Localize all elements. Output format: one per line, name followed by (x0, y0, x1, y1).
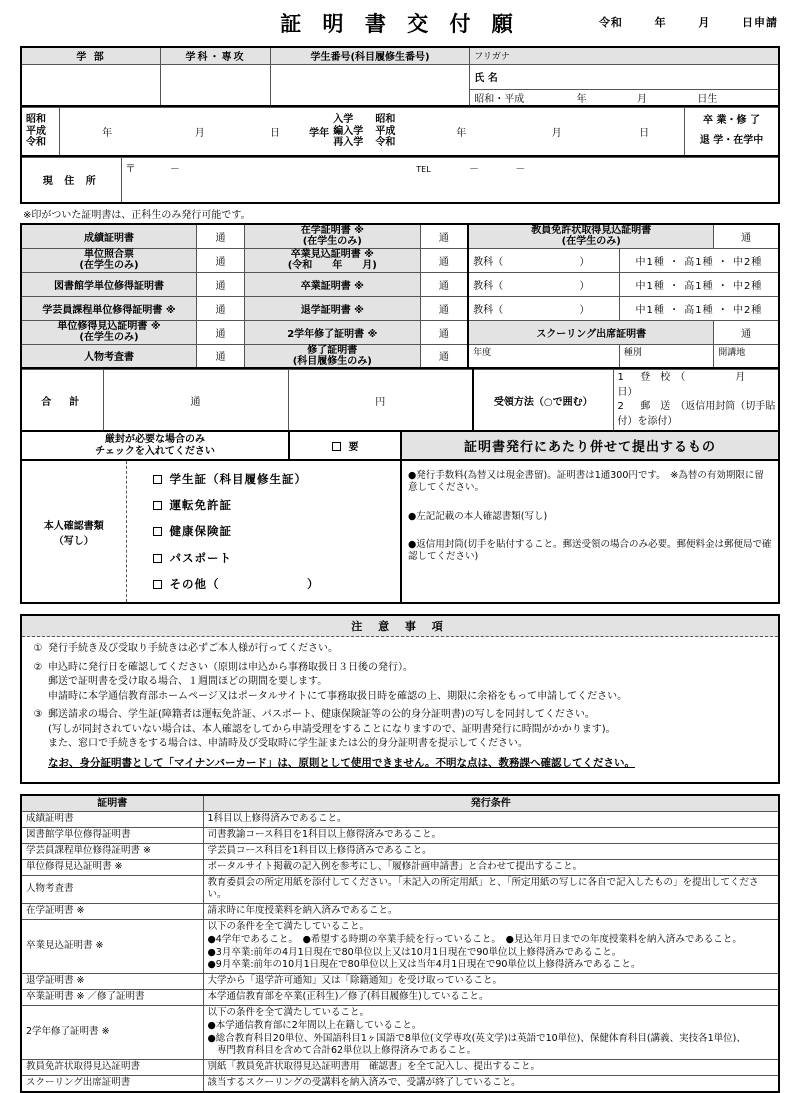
cert-taigaku-unit[interactable]: 通 (420, 296, 468, 320)
sealed-label: 厳封が必要な場合のみ チェックを入れてください (95, 434, 215, 457)
sealed-submit-header-row (21, 432, 779, 460)
cond-text-sotsugyo-mikomi: 以下の条件を全て満たしていること。 ●4学年であること。 ●希望する時期の卒業手続を行っていること。 ●見込年月日までの年度授業料を納入済みであること。 ●3月卒業:前年の4月1日現在で80単位以上又は10月1日現在で90単位以上修得済みであること。 ●9月卒業:前年の10月1日現在で80単位以上又は当年4月1日現在で90単位以上修得済みであること。 (203, 920, 779, 974)
postal-mark: 〒 (125, 163, 136, 175)
tel-dash-1: － (469, 163, 480, 175)
cert-sotsugyo-unit[interactable]: 通 (420, 272, 468, 296)
checkbox-drivers-license[interactable] (153, 501, 162, 510)
id-documents-table (20, 461, 780, 604)
applicant-input-row (21, 64, 779, 89)
sealed-check-label-cell (21, 432, 289, 460)
cond-name-seiseki: 成績証明書 (21, 812, 203, 828)
address-input[interactable] (121, 157, 779, 203)
status-withdrawn[interactable]: 退 学・在学中 (699, 135, 764, 147)
cert-row-4 (21, 296, 779, 320)
grade-label: 学年 (305, 108, 333, 156)
id-doc-item-other[interactable]: その他（ ） (153, 571, 401, 597)
conditions-col-cert: 証明書 (21, 795, 203, 812)
entry-hennyugaku: 編入学 (333, 125, 364, 137)
cert-row-1 (21, 224, 779, 248)
id-doc-item-health-insurance[interactable]: 健康保険証 (153, 518, 401, 544)
birth-day-label: 日生 (697, 93, 718, 105)
grad-day-field[interactable]: 日 (245, 108, 305, 156)
postal-dash: － (169, 163, 180, 175)
birth-era-label: 昭和・平成 (474, 93, 525, 105)
department-input[interactable] (161, 64, 271, 106)
cert-jinbutsu-label: 人物考査書 (21, 344, 196, 368)
condition-row (21, 1060, 779, 1076)
birth-era-stack (21, 108, 59, 156)
cond-text-2nen: 以下の条件を全て満たしていること。 ●本学通信教育部に2年間以上在籍していること。 ●総合教育科目20単位、外国語科目1ヶ国語で8単位(文学専攻(英文学)は英語で10単位)、保健体育科目(講義、実技各1単位)、 専門教育科目を含めて合計62単位以上修得済みであること。 (203, 1005, 779, 1059)
receipt-option-2[interactable]: 2 郵 送 （返信用封筒（切手貼付）を添付） (617, 401, 776, 427)
cond-text-toshokan: 司書教諭コース科目を1科目以上修得済みであること。 (203, 828, 779, 844)
total-receipt-table (20, 369, 796, 432)
entry-type-stack[interactable] (333, 108, 375, 156)
caution-num-2: ② (33, 661, 43, 673)
submit-item-envelope: ●返信用封筒(切手を貼付すること。郵送受領の場合のみ必要。郵便料金は郵便局で確認してください) (408, 539, 772, 563)
address-label: 現 住 所 (21, 157, 121, 203)
id-docs-label: 本人確認書類 （写し） (21, 461, 126, 603)
entry-era-reiwa: 令和 (375, 136, 396, 148)
cond-name-taigaku: 退学証明書 ※ (21, 974, 203, 990)
submit-items-list (401, 461, 779, 603)
page-title: 証 明 書 交 付 願 (280, 12, 520, 36)
grad-year-field[interactable]: 年 (59, 108, 154, 156)
cert-toshokan-label: 図書館学単位修得証明書 (21, 272, 196, 296)
year-label: 年 (654, 16, 667, 29)
cert-shuryo-label: 修了証明書 (科目履修生のみ) (245, 344, 420, 368)
era-showa: 昭和 (26, 114, 46, 126)
cert-taigaku-label: 退学証明書 ※ (245, 296, 420, 320)
cert-2nen-label: 2学年修了証明書 ※ (245, 320, 420, 344)
caution-footer: なお、身分証明書として「マイナンバーカード」は、原則として使用できません。不明な点は、教務課へ確認してください。 (48, 756, 635, 769)
id-doc-item-student-card[interactable]: 学生証（科目履修生証） (153, 466, 401, 492)
address-table (20, 157, 780, 205)
cert-zaigaku-unit[interactable]: 通 (420, 224, 468, 248)
sealed-checkbox[interactable] (332, 442, 341, 451)
cond-text-tanni-mikomi: ポータルサイト掲載の記入例を参考にし、「履修計画申請書」と合わせて提出すること。 (203, 859, 779, 875)
caution-text-3: 郵送請求の場合、学生証(障籍者は運転免許証、パスポート、健康保険証等の公的身分証明書)の写しを同封してください。 (写しが同封されていない場合は、本人確認をしてから申請受理をすることになりますので、証明書発行に時間がかかります)。 また、窓口で手続きをする場合は、申請時及び受取時に学生証または公的身分証明書を提示してください。 なお、身分証明書として「マイナンバーカード」は、原則として使用できません。不明な点は、教務課へ確認してください。 (48, 708, 772, 771)
cert-tanni-mikomi-unit[interactable]: 通 (196, 320, 244, 344)
cond-name-tanni-mikomi: 単位修得見込証明書 ※ (21, 859, 203, 875)
cert-seiseki-unit[interactable]: 通 (196, 224, 244, 248)
certificate-selection-table (20, 223, 780, 369)
cert-tanikogo-label: 単位照合票 (在学生のみ) (21, 248, 196, 272)
schooling-place-field[interactable]: 開講地 (714, 344, 779, 368)
condition-row (21, 828, 779, 844)
caution-body (22, 637, 778, 782)
birth-month-label: 月 (637, 93, 648, 105)
caution-item-3 (28, 708, 772, 771)
furigana-header: フリガナ (470, 47, 779, 64)
schooling-type-field[interactable]: 種別 (619, 344, 713, 368)
tel-dash-2: － (515, 163, 526, 175)
id-doc-item-passport[interactable]: パスポート (153, 545, 401, 571)
total-amount-field[interactable]: 円 (288, 370, 473, 432)
condition-row (21, 859, 779, 875)
cert-tanikogo-unit[interactable]: 通 (196, 248, 244, 272)
cond-text-seiseki: 1科目以上修得済みであること。 (203, 812, 779, 828)
caution-item-2 (28, 661, 772, 705)
id-documents-row (21, 461, 779, 603)
cond-name-sotsugyo-mikomi: 卒業見込証明書 ※ (21, 920, 203, 974)
id-doc-item-drivers-license[interactable]: 運転免許証 (153, 492, 401, 518)
cert-row-2 (21, 248, 779, 272)
issuance-conditions-table (20, 794, 780, 1093)
license-types-2[interactable]: 中1種 ・ 高1種 ・ 中2種 (619, 272, 779, 296)
condition-row (21, 875, 779, 904)
day-apply-label: 日申請 (742, 16, 778, 29)
student-number-header: 学生番号(科目履修生番号) (270, 47, 469, 64)
sealed-and-submit-table (20, 432, 780, 461)
caution-num-3: ③ (33, 709, 43, 721)
condition-row (21, 920, 779, 974)
checkbox-student-card[interactable] (153, 475, 162, 484)
teacher-subject-2[interactable]: 教科（ ） (468, 272, 619, 296)
conditions-header-row (21, 795, 779, 812)
entry-year-field[interactable]: 年 (414, 108, 509, 156)
name-label: 氏 名 (470, 64, 779, 89)
total-count-field[interactable]: 通 (103, 370, 288, 432)
cond-text-sotsugyo: 本学通信教育部を卒業(正科生)／修了(科目履修生)していること。 (203, 990, 779, 1006)
cond-name-2nen: 2学年修了証明書 ※ (21, 1005, 203, 1059)
cond-name-schooling: スクーリング出席証明書 (21, 1075, 203, 1091)
caution-item-1 (28, 642, 772, 657)
total-row (21, 370, 779, 432)
teacher-subject-3[interactable]: 教科（ ） (468, 296, 619, 320)
era-reiwa: 令和 (26, 136, 46, 148)
cond-name-jinbutsu: 人物考査書 (21, 875, 203, 904)
sealed-checkbox-cell[interactable]: 要 (289, 432, 401, 460)
teacher-cert-unit[interactable]: 通 (714, 224, 779, 248)
condition-row (21, 843, 779, 859)
enrollment-status[interactable] (685, 108, 779, 156)
cert-sotsugyo-mikomi-label: 卒業見込証明書 ※ (令和 年 月) (245, 248, 420, 272)
entry-month-field[interactable]: 月 (509, 108, 604, 156)
faculty-input[interactable] (21, 64, 161, 106)
applicant-header-row (21, 47, 779, 64)
checkbox-health-insurance[interactable] (153, 527, 162, 536)
cert-toshokan-unit[interactable]: 通 (196, 272, 244, 296)
enrollment-date-table (20, 107, 780, 157)
cond-name-toshokan: 図書館学単位修得証明書 (21, 828, 203, 844)
birthdate-field[interactable] (470, 89, 779, 106)
submit-item-fee: ●発行手数料(為替又は現金書留)。証明書は1通300円です。 ※為替の有効期限に留意してください。 (408, 470, 764, 494)
condition-row (21, 904, 779, 920)
enrollment-row (21, 108, 779, 156)
cert-shuryo-unit[interactable]: 通 (420, 344, 468, 368)
schooling-cert-title: スクーリング出席証明書 (468, 320, 714, 344)
cert-row-5 (21, 320, 779, 344)
schooling-year-field[interactable]: 年度 (468, 344, 619, 368)
entry-sainyugaku: 再入学 (333, 136, 364, 148)
checkbox-passport[interactable] (153, 554, 162, 563)
cert-gakugeiin-label: 学芸員課程単位修得証明書 ※ (21, 296, 196, 320)
cond-name-gakugeiin: 学芸員課程単位修得証明書 ※ (21, 843, 203, 859)
condition-row (21, 990, 779, 1006)
submit-item-id-copy: ●左記記載の本人確認書類(写し) (408, 510, 548, 522)
entry-era-showa: 昭和 (375, 114, 396, 126)
cert-2nen-unit[interactable]: 通 (420, 320, 468, 344)
conditions-col-requirement: 発行条件 (203, 795, 779, 812)
cond-text-zaigaku: 請求時に年度授業料を納入済みであること。 (203, 904, 779, 920)
cond-name-kyoin: 教員免許状取得見込証明書 (21, 1060, 203, 1076)
caution-text-2: 申込時に発行日を確認してください（原則は申込から事務取扱日３日後の発行）。 郵送で証明書を受け取る場合、１週間ほどの期間を要します。 申請時に本学通信教育部ホームページ又はポータルサイトにて事務取扱日時を確認の上、期限に余裕をもって申請してください。 (48, 661, 628, 702)
cert-gakugeiin-unit[interactable]: 通 (196, 296, 244, 320)
student-number-input[interactable] (270, 64, 469, 106)
id-docs-checklist (126, 461, 401, 603)
schooling-cert-unit[interactable]: 通 (714, 320, 779, 344)
seika-note: ※印がついた証明書は、正科生のみ発行可能です。 (23, 210, 251, 221)
receipt-option-1[interactable]: 1 登 校 （ 月 日） (617, 372, 796, 398)
submit-section-title: 証明書発行にあたり併せて提出するもの (401, 432, 779, 460)
total-label: 合 計 (21, 370, 103, 432)
condition-row (21, 1075, 779, 1091)
cert-row-3 (21, 272, 779, 296)
cert-zaigaku-label: 在学証明書 ※ (在学生のみ) (245, 224, 420, 248)
cond-text-schooling: 該当するスクーリングの受講料を納入済みで、受講が終了していること。 (203, 1075, 779, 1091)
entry-nyugaku: 入学 (333, 114, 354, 126)
cert-sotsugyo-label: 卒業証明書 ※ (245, 272, 420, 296)
entry-day-field[interactable]: 日 (604, 108, 684, 156)
checkbox-other[interactable] (153, 580, 162, 589)
caution-box (20, 614, 780, 784)
grad-month-field[interactable]: 月 (155, 108, 245, 156)
condition-row (21, 1005, 779, 1059)
receipt-method-label: 受領方法（○で囲む） (473, 370, 613, 432)
department-header: 学科・専攻 (161, 47, 271, 64)
cond-text-kyoin: 別紙「教員免許状取得見込証明書用 確認書」を全て記入し、提出すること。 (203, 1060, 779, 1076)
status-graduated[interactable]: 卒 業・修 了 (703, 115, 761, 127)
teacher-cert-title: 教員免許状取得見込証明書 (在学生のみ) (468, 224, 714, 248)
applicant-info-table (20, 46, 780, 107)
condition-row (21, 974, 779, 990)
caution-num-1: ① (33, 643, 43, 655)
birth-year-label: 年 (576, 93, 587, 105)
cert-seiseki-label: 成績証明書 (21, 224, 196, 248)
address-row (21, 157, 779, 203)
cond-text-gakugeiin: 学芸員コース科目を1科目以上修得済みであること。 (203, 843, 779, 859)
form-header (20, 0, 780, 46)
entry-era-heisei: 平成 (375, 125, 396, 137)
license-types-3[interactable]: 中1種 ・ 高1種 ・ 中2種 (619, 296, 779, 320)
month-label: 月 (698, 16, 711, 29)
era-label: 令和 (598, 16, 623, 29)
cond-text-jinbutsu: 教育委員会の所定用紙を添付してください。「未記入の所定用紙」と、「所定用紙の写しに各自で記入したもの」を提出してください。 (203, 875, 779, 904)
condition-row (21, 812, 779, 828)
cond-name-sotsugyo: 卒業証明書 ※ ／修了証明書 (21, 990, 203, 1006)
teacher-subject-1[interactable]: 教科（ ） (468, 248, 619, 272)
application-date-field (599, 14, 778, 30)
cond-text-taigaku: 大学から「退学許可通知」又は「除籍通知」を受け取っていること。 (203, 974, 779, 990)
caution-title: 注 意 事 項 (22, 616, 778, 637)
caution-text-1: 発行手続き及び受取り手続きは必ずご本人様が行ってください。 (48, 643, 338, 655)
era-heisei: 平成 (26, 125, 46, 137)
cert-jinbutsu-unit[interactable]: 通 (196, 344, 244, 368)
cert-row-6 (21, 344, 779, 368)
faculty-header: 学 部 (21, 47, 161, 64)
cond-name-zaigaku: 在学証明書 ※ (21, 904, 203, 920)
entry-era-stack[interactable] (375, 108, 413, 156)
cert-sotsugyo-mikomi-unit[interactable]: 通 (420, 248, 468, 272)
tel-label: TEL (416, 164, 431, 174)
receipt-options[interactable] (613, 370, 796, 432)
license-types-1[interactable]: 中1種 ・ 高1種 ・ 中2種 (619, 248, 779, 272)
cert-tanni-mikomi-label: 単位修得見込証明書 ※ (在学生のみ) (21, 320, 196, 344)
